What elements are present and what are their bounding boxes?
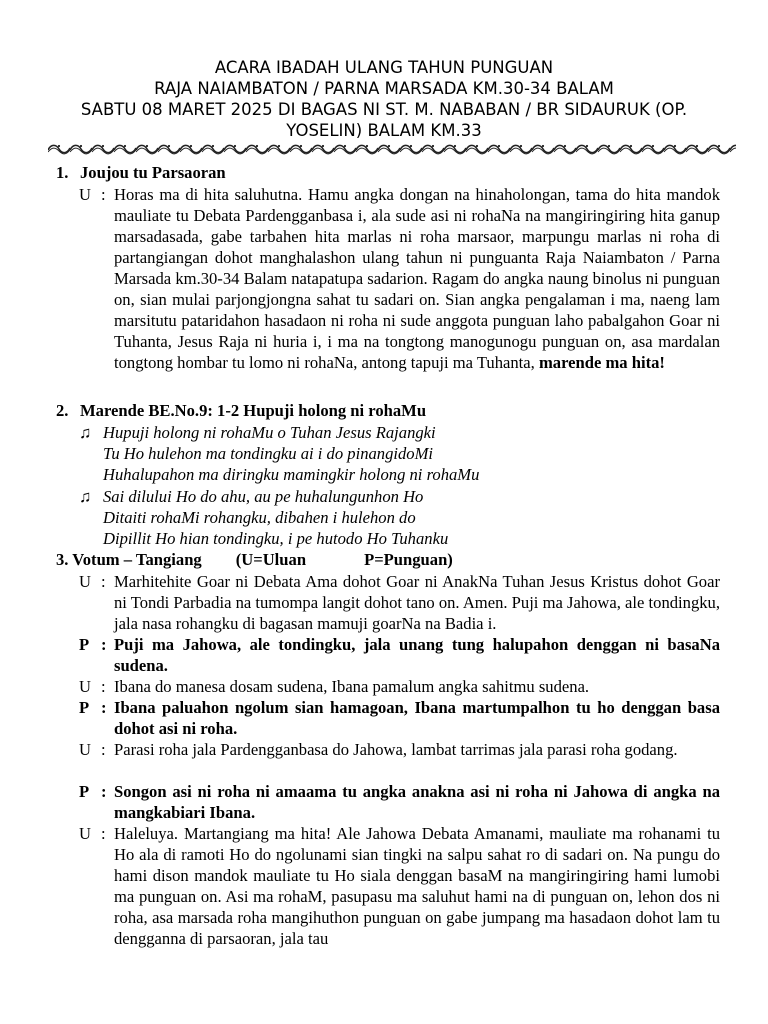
litany-text: Haleluya. Martangiang ma hita! Ale Jahowa Debata Amanami, mauliate ma rohanami tu Ho ala di ramoti Ho do ngolunami sian tingki na salpu sahat ro di sadari on. Na pungu do hami dison mandok mauliate tu Ho siala denggan basaM na mangiringiring hami lumobi ma punguan on. Asi ma rohaM, pasupasu ma saluhut hami na di punguan on, lehon dos ni roha, asa marsada roha mangihuthon punguan on gabe jumpang ma hasadaon dohot lam tu dengganna di parsaoran, jala tau bbox=[114, 824, 720, 948]
decorative-divider bbox=[48, 143, 736, 155]
song-line: Tu Ho hulehon ma tondingku ai i do pinangidoMi bbox=[103, 444, 434, 463]
song-line: Dipillit Ho hian tondingku, i pe hutodo Ho Tuhanku bbox=[103, 529, 449, 548]
header-line-3: SABTU 08 MARET 2025 DI BAGAS NI ST. M. NABABAN / BR SIDAURUK (OP. bbox=[80, 100, 688, 119]
speaker-colon: : bbox=[101, 572, 106, 591]
litany-text: Songon asi ni roha ni amaama tu angka anakna asi ni roha ni Jahowa di angka na mangkabiari Ibana. bbox=[114, 782, 720, 822]
speaker-colon: : bbox=[101, 185, 106, 204]
header-line-4: YOSELIN) BALAM KM.33 bbox=[286, 121, 482, 140]
litany-text: Marhitehite Goar ni Debata Ama dohot Goar ni AnakNa Tuhan Jesus Kristus dohot Goar ni Tondi Parbadia na tumompa langit dohot tano on. Amen. Puji ma Jahowa, ale tondingku, jala nasa rohangku di bagasan mamuji goarNa na Badia i. bbox=[114, 572, 720, 633]
speaker-label: U bbox=[79, 677, 91, 696]
speaker-label: U bbox=[79, 824, 91, 843]
section-3-heading bbox=[56, 549, 453, 570]
header-line-1: ACARA IBADAH ULANG TAHUN PUNGUAN bbox=[214, 58, 554, 77]
litany-text: Parasi roha jala Pardengganbasa do Jahowa, lambat tarrimas jala parasi roha godang. bbox=[114, 740, 678, 759]
litany-text: Ibana paluahon ngolum sian hamagoan, Ibana martumpalhon tu ho denggan basa dohot asi ni roha. bbox=[114, 698, 720, 738]
speaker-colon: : bbox=[101, 740, 106, 759]
section-1-bold-text: marende ma hita! bbox=[538, 353, 665, 372]
speaker-colon: : bbox=[101, 824, 106, 843]
litany-text: Ibana do manesa dosam sudena, Ibana pamalum angka sahitmu sudena. bbox=[114, 677, 590, 696]
song-line: Sai dilului Ho do ahu, au pe huhalungunhon Ho bbox=[103, 487, 424, 506]
section-2-number: 2. bbox=[56, 401, 69, 420]
song-line: Hupuji holong ni rohaMu o Tuhan Jesus Rajangki bbox=[103, 423, 436, 442]
speaker-colon: : bbox=[101, 698, 107, 717]
speaker-colon: : bbox=[101, 635, 107, 654]
speaker-label: P bbox=[79, 698, 90, 717]
litany-text: Puji ma Jahowa, ale tondingku, jala unang tung halupahon denggan ni basaNa sudena. bbox=[114, 635, 720, 675]
speaker-colon: : bbox=[101, 677, 106, 696]
header-line-2: RAJA NAIAMBATON / PARNA MARSADA KM.30-34 BALAM bbox=[154, 79, 614, 98]
section-1-paragraph bbox=[114, 184, 720, 373]
section-3-title: 3. Votum – Tangiang bbox=[56, 550, 202, 569]
section-1-number: 1. bbox=[56, 163, 69, 182]
legend-punguan: P=Punguan) bbox=[364, 550, 453, 569]
speaker-label: P bbox=[79, 635, 90, 654]
speaker-label: U bbox=[79, 572, 91, 591]
speaker-label: U bbox=[79, 185, 91, 204]
section-1-heading bbox=[56, 162, 226, 183]
speaker-label: P bbox=[79, 782, 90, 801]
music-note-icon: ♫ bbox=[79, 423, 92, 442]
song-line: Ditaiti rohaMi rohangku, dibahen i hulehon do bbox=[103, 508, 416, 527]
speaker-colon: : bbox=[101, 782, 107, 801]
legend-uluan: (U=Uluan bbox=[235, 550, 307, 569]
section-2-title: Marende BE.No.9: 1-2 Hupuji holong ni rohaMu bbox=[80, 401, 427, 420]
section-2-heading bbox=[56, 400, 426, 421]
section-1-title: Joujou tu Parsaoran bbox=[80, 163, 226, 182]
music-note-icon: ♫ bbox=[79, 487, 92, 506]
speaker-label: U bbox=[79, 740, 91, 759]
document-header bbox=[48, 57, 720, 141]
song-line: Huhalupahon ma diringku mamingkir holong ni rohaMu bbox=[103, 465, 480, 484]
section-1-text: Horas ma di hita saluhutna. Hamu angka dongan na hinaholongan, tama do hita mandok mauliate tu Debata Pardengganbasa i, ala sude asi ni rohaNa na mangiringiring hita ganup marsadasada, gabe tarbahen hita marlas ni roha marsaor, marpungu marlas ni roha di partangiangan dohot manghalashon ulang tahun ni punguanta Raja Naiambaton / Parna Marsada km.30-34 Balam natapatupa sadarion. Ragam do angka naung binolus ni punguan on, sian mulai parjongjongna sahat tu sadari on. Sian angka pengalaman i ma, naeng lam marsitutu pataridahon hasadaon ni roha ni sude anggota punguan laho pabalgahon Goar ni Tuhanta, Jesus Raja ni huria i, i ma na tongtong manogunogu punguan on, asa mardalan tongtong hombar tu lomo ni rohaNa, antong tapuji ma Tuhanta, bbox=[114, 185, 720, 372]
